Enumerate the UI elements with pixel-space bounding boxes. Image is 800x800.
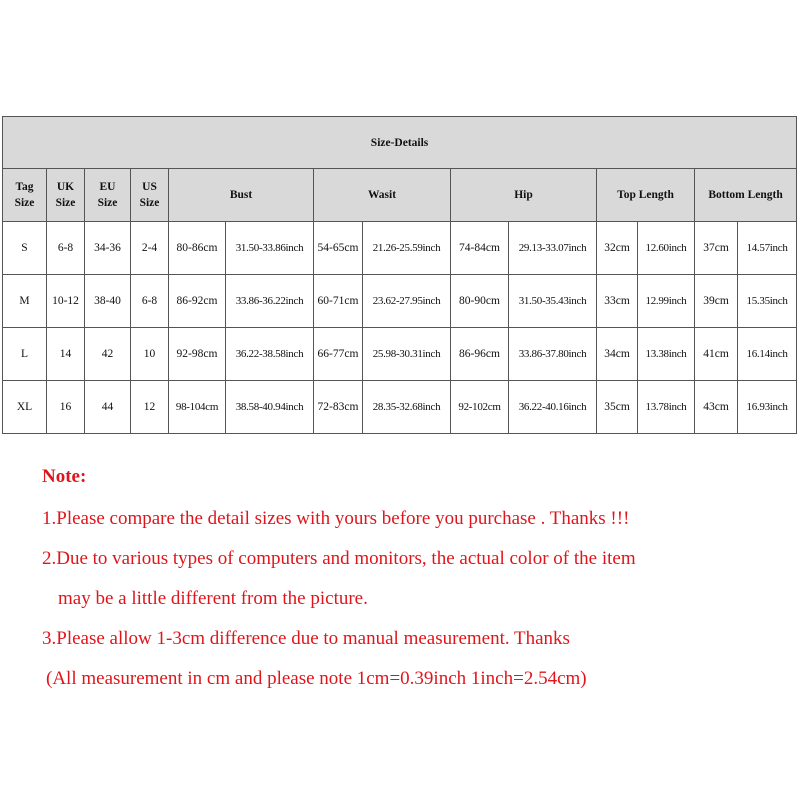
cell-bottom-inch: 16.14inch — [738, 328, 797, 381]
header-uk-size: UK Size — [47, 169, 85, 222]
cell-us: 2-4 — [131, 222, 169, 275]
note-line-2-continued: may be a little different from the picture. — [58, 588, 368, 609]
cell-bust-inch: 31.50-33.86inch — [226, 222, 314, 275]
cell-waist-inch: 21.26-25.59inch — [363, 222, 451, 275]
cell-hip-cm: 86-96cm — [451, 328, 509, 381]
cell-bust-cm: 92-98cm — [169, 328, 226, 381]
cell-tag: M — [3, 275, 47, 328]
cell-waist-cm: 60-71cm — [314, 275, 363, 328]
cell-top-inch: 13.38inch — [638, 328, 695, 381]
header-top-length: Top Length — [597, 169, 695, 222]
cell-bust-inch: 38.58-40.94inch — [226, 381, 314, 434]
cell-uk: 16 — [47, 381, 85, 434]
cell-hip-inch: 36.22-40.16inch — [509, 381, 597, 434]
cell-eu: 38-40 — [85, 275, 131, 328]
header-bottom-length: Bottom Length — [695, 169, 797, 222]
cell-waist-inch: 23.62-27.95inch — [363, 275, 451, 328]
cell-waist-inch: 28.35-32.68inch — [363, 381, 451, 434]
table-row — [3, 222, 797, 275]
cell-uk: 6-8 — [47, 222, 85, 275]
table-row — [3, 275, 797, 328]
cell-bust-cm: 98-104cm — [169, 381, 226, 434]
note-line-4: (All measurement in cm and please note 1cm=0.39inch 1inch=2.54cm) — [46, 668, 587, 689]
cell-bust-cm: 86-92cm — [169, 275, 226, 328]
cell-bottom-cm: 37cm — [695, 222, 738, 275]
cell-bottom-cm: 39cm — [695, 275, 738, 328]
table-row — [3, 328, 797, 381]
cell-hip-cm: 92-102cm — [451, 381, 509, 434]
cell-waist-inch: 25.98-30.31inch — [363, 328, 451, 381]
cell-uk: 10-12 — [47, 275, 85, 328]
header-tag-size: Tag Size — [3, 169, 47, 222]
cell-hip-cm: 80-90cm — [451, 275, 509, 328]
cell-hip-inch: 33.86-37.80inch — [509, 328, 597, 381]
table-row — [3, 381, 797, 434]
note-line-3: 3.Please allow 1-3cm difference due to manual measurement. Thanks — [42, 628, 570, 649]
cell-tag: XL — [3, 381, 47, 434]
cell-us: 12 — [131, 381, 169, 434]
cell-eu: 44 — [85, 381, 131, 434]
table-title: Size-Details — [3, 117, 797, 169]
cell-bottom-cm: 43cm — [695, 381, 738, 434]
cell-us: 10 — [131, 328, 169, 381]
header-waist: Wasit — [314, 169, 451, 222]
cell-bust-cm: 80-86cm — [169, 222, 226, 275]
cell-top-inch: 12.99inch — [638, 275, 695, 328]
cell-hip-cm: 74-84cm — [451, 222, 509, 275]
cell-tag: L — [3, 328, 47, 381]
cell-bottom-inch: 14.57inch — [738, 222, 797, 275]
cell-us: 6-8 — [131, 275, 169, 328]
cell-top-cm: 33cm — [597, 275, 638, 328]
note-line-2: 2.Due to various types of computers and monitors, the actual color of the item — [42, 548, 636, 569]
cell-eu: 42 — [85, 328, 131, 381]
header-bust: Bust — [169, 169, 314, 222]
cell-waist-cm: 54-65cm — [314, 222, 363, 275]
cell-waist-cm: 66-77cm — [314, 328, 363, 381]
cell-uk: 14 — [47, 328, 85, 381]
cell-top-cm: 35cm — [597, 381, 638, 434]
cell-bust-inch: 33.86-36.22inch — [226, 275, 314, 328]
cell-bust-inch: 36.22-38.58inch — [226, 328, 314, 381]
cell-bottom-cm: 41cm — [695, 328, 738, 381]
size-details-table — [2, 116, 797, 434]
note-title: Note: — [42, 466, 87, 487]
cell-bottom-inch: 16.93inch — [738, 381, 797, 434]
header-hip: Hip — [451, 169, 597, 222]
header-us-size: US Size — [131, 169, 169, 222]
note-line-1: 1.Please compare the detail sizes with yours before you purchase . Thanks !!! — [42, 508, 630, 529]
cell-top-cm: 34cm — [597, 328, 638, 381]
header-eu-size: EU Size — [85, 169, 131, 222]
cell-top-cm: 32cm — [597, 222, 638, 275]
cell-top-inch: 12.60inch — [638, 222, 695, 275]
cell-eu: 34-36 — [85, 222, 131, 275]
cell-top-inch: 13.78inch — [638, 381, 695, 434]
cell-hip-inch: 31.50-35.43inch — [509, 275, 597, 328]
cell-tag: S — [3, 222, 47, 275]
cell-bottom-inch: 15.35inch — [738, 275, 797, 328]
cell-waist-cm: 72-83cm — [314, 381, 363, 434]
cell-hip-inch: 29.13-33.07inch — [509, 222, 597, 275]
